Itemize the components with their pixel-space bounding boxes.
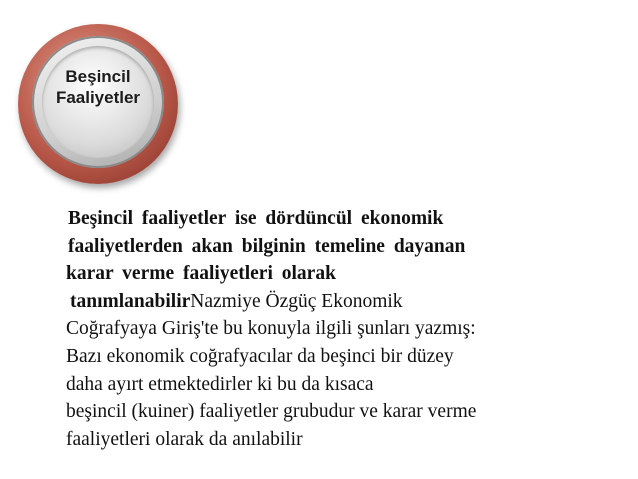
badge-title-line-1: Beşincil [65, 67, 131, 86]
bold-text-line-3: karar verme faaliyetleri olarak [66, 263, 336, 285]
body-paragraph [66, 205, 606, 453]
text-line-2: Coğrafyaya Giriş'te bu konuyla ilgili şunları yazmış: [66, 318, 476, 340]
bold-text-line-4: tanımlanabilir [70, 290, 191, 312]
text-line-3: Bazı ekonomik coğrafyacılar da beşinci bir düzey [66, 345, 454, 367]
title-badge [18, 24, 178, 184]
bold-text-line-2: faaliyetlerden akan bilginin temeline dayanan [68, 235, 466, 257]
text-line-1: Nazmiye Özgüç Ekonomik [190, 290, 403, 312]
badge-title-line-2: Faaliyetler [55, 88, 141, 107]
text-line-4: daha ayırt etmektedirler ki bu da kısaca [66, 373, 374, 395]
text-line-5: beşincil (kuiner) faaliyetler grubudur ve karar verme [66, 401, 477, 423]
text-line-6: faaliyetleri olarak da anılabilir [66, 428, 303, 450]
badge-title [18, 66, 178, 108]
bold-text-line-1: Beşincil faaliyetler ise dördüncül ekonomik [68, 208, 444, 229]
